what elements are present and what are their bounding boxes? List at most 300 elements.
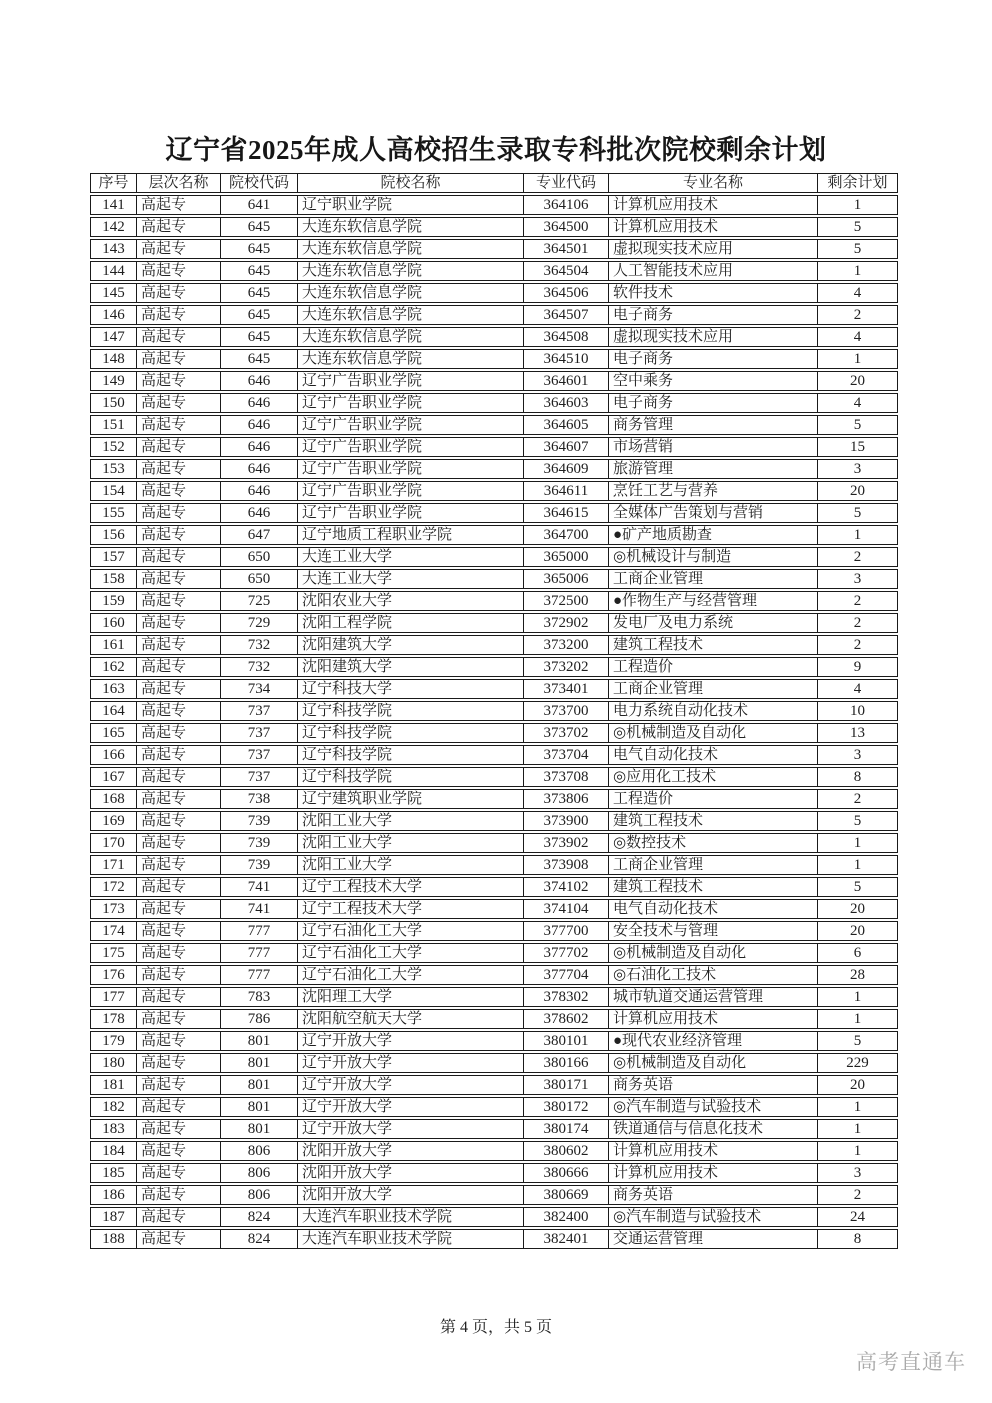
table-cell: 801 [220, 1119, 297, 1139]
table-cell: 3 [817, 745, 898, 765]
table-cell: 沈阳工业大学 [297, 855, 523, 875]
table-cell: 737 [220, 723, 297, 743]
table-cell: ◎机械设计与制造 [608, 547, 817, 567]
table-cell: 5 [817, 503, 898, 523]
table-cell: ◎数控技术 [608, 833, 817, 853]
table-cell: 739 [220, 833, 297, 853]
table-cell: 382400 [523, 1207, 608, 1227]
table-cell: 人工智能技术应用 [608, 261, 817, 281]
table-cell: 151 [90, 415, 136, 435]
table-cell: 大连东软信息学院 [297, 283, 523, 303]
table-cell: 377702 [523, 943, 608, 963]
table-cell: 辽宁科技学院 [297, 767, 523, 787]
table-cell: 741 [220, 899, 297, 919]
table-cell: 146 [90, 305, 136, 325]
table-cell: 20 [817, 899, 898, 919]
table-cell: 高起专 [136, 613, 220, 633]
table-cell: 824 [220, 1207, 297, 1227]
table-cell: 737 [220, 767, 297, 787]
table-cell: 辽宁石油化工大学 [297, 965, 523, 985]
table-cell: 高起专 [136, 657, 220, 677]
table-cell: 783 [220, 987, 297, 1007]
table-cell: 373200 [523, 635, 608, 655]
table-cell: 806 [220, 1141, 297, 1161]
table-row [90, 1207, 898, 1227]
table-cell: 364501 [523, 239, 608, 259]
table-row [90, 635, 898, 655]
table-row [90, 767, 898, 787]
table-cell: 739 [220, 811, 297, 831]
table-cell: 380666 [523, 1163, 608, 1183]
table-cell: 辽宁建筑职业学院 [297, 789, 523, 809]
table-cell: 377700 [523, 921, 608, 941]
table-cell: 373902 [523, 833, 608, 853]
table-cell: 高起专 [136, 679, 220, 699]
table-cell: 373806 [523, 789, 608, 809]
table-cell: 380669 [523, 1185, 608, 1205]
table-cell: 2 [817, 547, 898, 567]
table-cell: 高起专 [136, 1031, 220, 1051]
table-cell: 373702 [523, 723, 608, 743]
table-cell: 5 [817, 217, 898, 237]
table-cell: 沈阳建筑大学 [297, 635, 523, 655]
table-row [90, 525, 898, 545]
table-cell: 1 [817, 349, 898, 369]
table-cell: ◎汽车制造与试验技术 [608, 1097, 817, 1117]
table-cell: 154 [90, 481, 136, 501]
table-row [90, 371, 898, 391]
table-cell: 辽宁石油化工大学 [297, 943, 523, 963]
table-cell: 646 [220, 503, 297, 523]
table-cell: 沈阳开放大学 [297, 1185, 523, 1205]
table-cell: 741 [220, 877, 297, 897]
table-cell: 734 [220, 679, 297, 699]
table-row [90, 1163, 898, 1183]
table-row [90, 1119, 898, 1139]
table-cell: 373708 [523, 767, 608, 787]
table-cell: 1 [817, 261, 898, 281]
table-cell: 364700 [523, 525, 608, 545]
table-cell: 229 [817, 1053, 898, 1073]
table-cell: 电子商务 [608, 393, 817, 413]
table-cell: 辽宁科技学院 [297, 745, 523, 765]
table-row [90, 349, 898, 369]
table-cell: 沈阳工业大学 [297, 811, 523, 831]
table-cell: 155 [90, 503, 136, 523]
column-header: 院校名称 [297, 173, 523, 193]
table-cell: 高起专 [136, 789, 220, 809]
table-cell: ●作物生产与经营管理 [608, 591, 817, 611]
column-header: 序号 [90, 173, 136, 193]
table-cell: 28 [817, 965, 898, 985]
column-header: 层次名称 [136, 173, 220, 193]
table-cell: 777 [220, 921, 297, 941]
table-cell: 169 [90, 811, 136, 831]
table-row [90, 1229, 898, 1249]
table-cell: 8 [817, 1229, 898, 1249]
table-cell: 沈阳开放大学 [297, 1141, 523, 1161]
remaining-plan-table [90, 171, 898, 1251]
table-cell: 市场营销 [608, 437, 817, 457]
table-row [90, 393, 898, 413]
table-cell: 建筑工程技术 [608, 635, 817, 655]
table-cell: 1 [817, 833, 898, 853]
table-row [90, 921, 898, 941]
table-cell: 737 [220, 745, 297, 765]
table-cell: 城市轨道交通运营管理 [608, 987, 817, 1007]
table-cell: 173 [90, 899, 136, 919]
table-row [90, 239, 898, 259]
table-cell: 364500 [523, 217, 608, 237]
table-cell: 801 [220, 1097, 297, 1117]
table-header-row [90, 173, 898, 193]
table-cell: 373401 [523, 679, 608, 699]
table-cell: 辽宁工程技术大学 [297, 899, 523, 919]
table-cell: 380171 [523, 1075, 608, 1095]
table-cell: 374104 [523, 899, 608, 919]
table-cell: 全媒体广告策划与营销 [608, 503, 817, 523]
table-cell: 高起专 [136, 877, 220, 897]
table-cell: 364601 [523, 371, 608, 391]
table-cell: 辽宁科技学院 [297, 701, 523, 721]
table-cell: 364504 [523, 261, 608, 281]
table-cell: 辽宁科技学院 [297, 723, 523, 743]
table-row [90, 459, 898, 479]
table-row [90, 305, 898, 325]
table-cell: 1 [817, 525, 898, 545]
table-cell: 辽宁广告职业学院 [297, 481, 523, 501]
table-cell: 软件技术 [608, 283, 817, 303]
table-cell: 大连东软信息学院 [297, 217, 523, 237]
table-cell: ●现代农业经济管理 [608, 1031, 817, 1051]
table-cell: 辽宁广告职业学院 [297, 393, 523, 413]
table-cell: 175 [90, 943, 136, 963]
table-cell: 建筑工程技术 [608, 811, 817, 831]
table-cell: 5 [817, 239, 898, 259]
table-cell: 4 [817, 679, 898, 699]
table-cell: ◎机械制造及自动化 [608, 943, 817, 963]
table-cell: 806 [220, 1185, 297, 1205]
table-cell: 801 [220, 1075, 297, 1095]
table-row [90, 1075, 898, 1095]
table-cell: 电子商务 [608, 305, 817, 325]
table-cell: 646 [220, 393, 297, 413]
table-cell: 1 [817, 1141, 898, 1161]
table-cell: 辽宁科技大学 [297, 679, 523, 699]
table-cell: 电气自动化技术 [608, 899, 817, 919]
table-cell: 计算机应用技术 [608, 217, 817, 237]
table-cell: 高起专 [136, 415, 220, 435]
table-cell: 645 [220, 239, 297, 259]
table-cell: 高起专 [136, 943, 220, 963]
table-cell: 20 [817, 371, 898, 391]
table-cell: 801 [220, 1053, 297, 1073]
table-cell: 364507 [523, 305, 608, 325]
table-cell: 641 [220, 195, 297, 215]
table-cell: 163 [90, 679, 136, 699]
table-cell: 辽宁广告职业学院 [297, 437, 523, 457]
table-row [90, 437, 898, 457]
table-cell: 186 [90, 1185, 136, 1205]
table-cell: 辽宁广告职业学院 [297, 371, 523, 391]
table-cell: 虚拟现实技术应用 [608, 239, 817, 259]
table-cell: 650 [220, 547, 297, 567]
table-row [90, 877, 898, 897]
page-title: 辽宁省2025年成人高校招生录取专科批次院校剩余计划 [165, 135, 827, 165]
table-cell: 烹饪工艺与营养 [608, 481, 817, 501]
column-header: 专业名称 [608, 173, 817, 193]
table-cell: ●矿产地质勘查 [608, 525, 817, 545]
table-row [90, 745, 898, 765]
table-cell: 高起专 [136, 261, 220, 281]
table-row [90, 965, 898, 985]
table-cell: 电气自动化技术 [608, 745, 817, 765]
table-cell: 高起专 [136, 635, 220, 655]
table-cell: 650 [220, 569, 297, 589]
table-cell: 计算机应用技术 [608, 195, 817, 215]
table-cell: 辽宁开放大学 [297, 1097, 523, 1117]
table-cell: 156 [90, 525, 136, 545]
table-cell: 364615 [523, 503, 608, 523]
table-cell: 646 [220, 437, 297, 457]
table-cell: 148 [90, 349, 136, 369]
table-cell: 374102 [523, 877, 608, 897]
table-row [90, 701, 898, 721]
table-cell: 647 [220, 525, 297, 545]
table-cell: ◎应用化工技术 [608, 767, 817, 787]
table-cell: 高起专 [136, 349, 220, 369]
table-cell: 177 [90, 987, 136, 1007]
table-cell: 5 [817, 811, 898, 831]
table-cell: 13 [817, 723, 898, 743]
table-cell: 沈阳开放大学 [297, 1163, 523, 1183]
table-cell: 365000 [523, 547, 608, 567]
table-cell: 大连工业大学 [297, 547, 523, 567]
table-body [90, 195, 898, 1249]
table-cell: 高起专 [136, 833, 220, 853]
table-cell: 大连东软信息学院 [297, 305, 523, 325]
table-cell: 157 [90, 547, 136, 567]
table-cell: 辽宁开放大学 [297, 1053, 523, 1073]
table-cell: 1 [817, 1119, 898, 1139]
table-cell: 165 [90, 723, 136, 743]
table-cell: 2 [817, 613, 898, 633]
table-cell: 147 [90, 327, 136, 347]
page-number: 第 4 页，共 5 页 [439, 1319, 552, 1336]
table-cell: 大连汽车职业技术学院 [297, 1207, 523, 1227]
table-cell: 725 [220, 591, 297, 611]
table-cell: 高起专 [136, 217, 220, 237]
table-cell: 高起专 [136, 723, 220, 743]
table-cell: ◎机械制造及自动化 [608, 1053, 817, 1073]
table-cell: 364510 [523, 349, 608, 369]
table-cell: 建筑工程技术 [608, 877, 817, 897]
table-cell: 旅游管理 [608, 459, 817, 479]
table-cell: 378602 [523, 1009, 608, 1029]
table-cell: 2 [817, 591, 898, 611]
table-cell: 4 [817, 283, 898, 303]
table-cell: 364611 [523, 481, 608, 501]
table-cell: 高起专 [136, 195, 220, 215]
table-cell: 801 [220, 1031, 297, 1051]
table-cell: 159 [90, 591, 136, 611]
table-cell: 高起专 [136, 481, 220, 501]
table-cell: 738 [220, 789, 297, 809]
table-row [90, 833, 898, 853]
table-cell: 10 [817, 701, 898, 721]
table-cell: ◎汽车制造与试验技术 [608, 1207, 817, 1227]
table-cell: 高起专 [136, 591, 220, 611]
table-row [90, 1031, 898, 1051]
table-cell: 6 [817, 943, 898, 963]
table-cell: 1 [817, 855, 898, 875]
table-row [90, 415, 898, 435]
table-cell: 虚拟现实技术应用 [608, 327, 817, 347]
table-row [90, 195, 898, 215]
table-cell: 辽宁石油化工大学 [297, 921, 523, 941]
table-row [90, 1185, 898, 1205]
table-cell: 161 [90, 635, 136, 655]
table-cell: 149 [90, 371, 136, 391]
table-cell: 9 [817, 657, 898, 677]
table-row [90, 1009, 898, 1029]
table-cell: 辽宁地质工程职业学院 [297, 525, 523, 545]
table-row [90, 855, 898, 875]
column-header: 剩余计划 [817, 173, 898, 193]
table-cell: 824 [220, 1229, 297, 1249]
table-cell: 2 [817, 1185, 898, 1205]
table-cell: 164 [90, 701, 136, 721]
table-cell: 185 [90, 1163, 136, 1183]
table-cell: 高起专 [136, 921, 220, 941]
table-row [90, 723, 898, 743]
table-cell: 364506 [523, 283, 608, 303]
table-cell: 646 [220, 415, 297, 435]
table-cell: 364609 [523, 459, 608, 479]
table-cell: 777 [220, 965, 297, 985]
table-cell: 373900 [523, 811, 608, 831]
table-cell: 辽宁工程技术大学 [297, 877, 523, 897]
table-cell: 高起专 [136, 855, 220, 875]
table-cell: 380166 [523, 1053, 608, 1073]
table-cell: 工程造价 [608, 789, 817, 809]
table-cell: 辽宁广告职业学院 [297, 459, 523, 479]
table-cell: 高起专 [136, 987, 220, 1007]
table-cell: 153 [90, 459, 136, 479]
table-cell: 高起专 [136, 965, 220, 985]
table-cell: 安全技术与管理 [608, 921, 817, 941]
table-cell: 4 [817, 327, 898, 347]
table-cell: 5 [817, 877, 898, 897]
table-cell: 沈阳航空航天大学 [297, 1009, 523, 1029]
table-row [90, 1053, 898, 1073]
table-cell: 高起专 [136, 1119, 220, 1139]
table-cell: 380602 [523, 1141, 608, 1161]
table-cell: 184 [90, 1141, 136, 1161]
table-cell: 大连东软信息学院 [297, 327, 523, 347]
table-cell: 高起专 [136, 1163, 220, 1183]
table-cell: 工商企业管理 [608, 569, 817, 589]
table-cell: 高起专 [136, 503, 220, 523]
table-cell: 171 [90, 855, 136, 875]
table-cell: 高起专 [136, 1097, 220, 1117]
table-cell: 高起专 [136, 1053, 220, 1073]
table-cell: 739 [220, 855, 297, 875]
table-cell: 380172 [523, 1097, 608, 1117]
table-cell: 373202 [523, 657, 608, 677]
table-cell: 5 [817, 415, 898, 435]
table-cell: 145 [90, 283, 136, 303]
table-row [90, 503, 898, 523]
table-cell: 2 [817, 635, 898, 655]
table-row [90, 327, 898, 347]
table-row [90, 591, 898, 611]
table-cell: 372902 [523, 613, 608, 633]
table-cell: 180 [90, 1053, 136, 1073]
table-cell: 辽宁广告职业学院 [297, 503, 523, 523]
table-row [90, 613, 898, 633]
table-cell: 646 [220, 459, 297, 479]
table-cell: 15 [817, 437, 898, 457]
table-cell: 辽宁开放大学 [297, 1119, 523, 1139]
table-cell: 646 [220, 371, 297, 391]
table-cell: 20 [817, 921, 898, 941]
table-cell: 1 [817, 987, 898, 1007]
table-cell: 364106 [523, 195, 608, 215]
table-row [90, 899, 898, 919]
table-cell: 20 [817, 481, 898, 501]
table-cell: 143 [90, 239, 136, 259]
table-cell: 373908 [523, 855, 608, 875]
table-cell: 大连东软信息学院 [297, 349, 523, 369]
table-cell: 364605 [523, 415, 608, 435]
table-cell: 3 [817, 1163, 898, 1183]
table-cell: 沈阳农业大学 [297, 591, 523, 611]
table-cell: 645 [220, 349, 297, 369]
table-cell: 高起专 [136, 1141, 220, 1161]
table-cell: 152 [90, 437, 136, 457]
table-cell: 沈阳理工大学 [297, 987, 523, 1007]
table-cell: 高起专 [136, 305, 220, 325]
table-cell: 5 [817, 1031, 898, 1051]
table-cell: 174 [90, 921, 136, 941]
table-cell: 辽宁开放大学 [297, 1031, 523, 1051]
table-cell: 交通运营管理 [608, 1229, 817, 1249]
table-cell: 高起专 [136, 1185, 220, 1205]
table-cell: 沈阳工程学院 [297, 613, 523, 633]
table-cell: 工商企业管理 [608, 679, 817, 699]
table-cell: 高起专 [136, 1009, 220, 1029]
table-cell: 辽宁职业学院 [297, 195, 523, 215]
table-row [90, 1097, 898, 1117]
table-cell: 372500 [523, 591, 608, 611]
table-cell: 144 [90, 261, 136, 281]
table-cell: 高起专 [136, 1207, 220, 1227]
table-cell: 166 [90, 745, 136, 765]
table-cell: 大连东软信息学院 [297, 239, 523, 259]
table-cell: 645 [220, 217, 297, 237]
table-cell: 150 [90, 393, 136, 413]
table-cell: 3 [817, 459, 898, 479]
table-cell: 181 [90, 1075, 136, 1095]
table-cell: 高起专 [136, 437, 220, 457]
table-cell: 大连工业大学 [297, 569, 523, 589]
table-cell: 高起专 [136, 525, 220, 545]
table-cell: 373700 [523, 701, 608, 721]
table-cell: 空中乘务 [608, 371, 817, 391]
table-cell: ◎石油化工技术 [608, 965, 817, 985]
table-cell: 高起专 [136, 371, 220, 391]
